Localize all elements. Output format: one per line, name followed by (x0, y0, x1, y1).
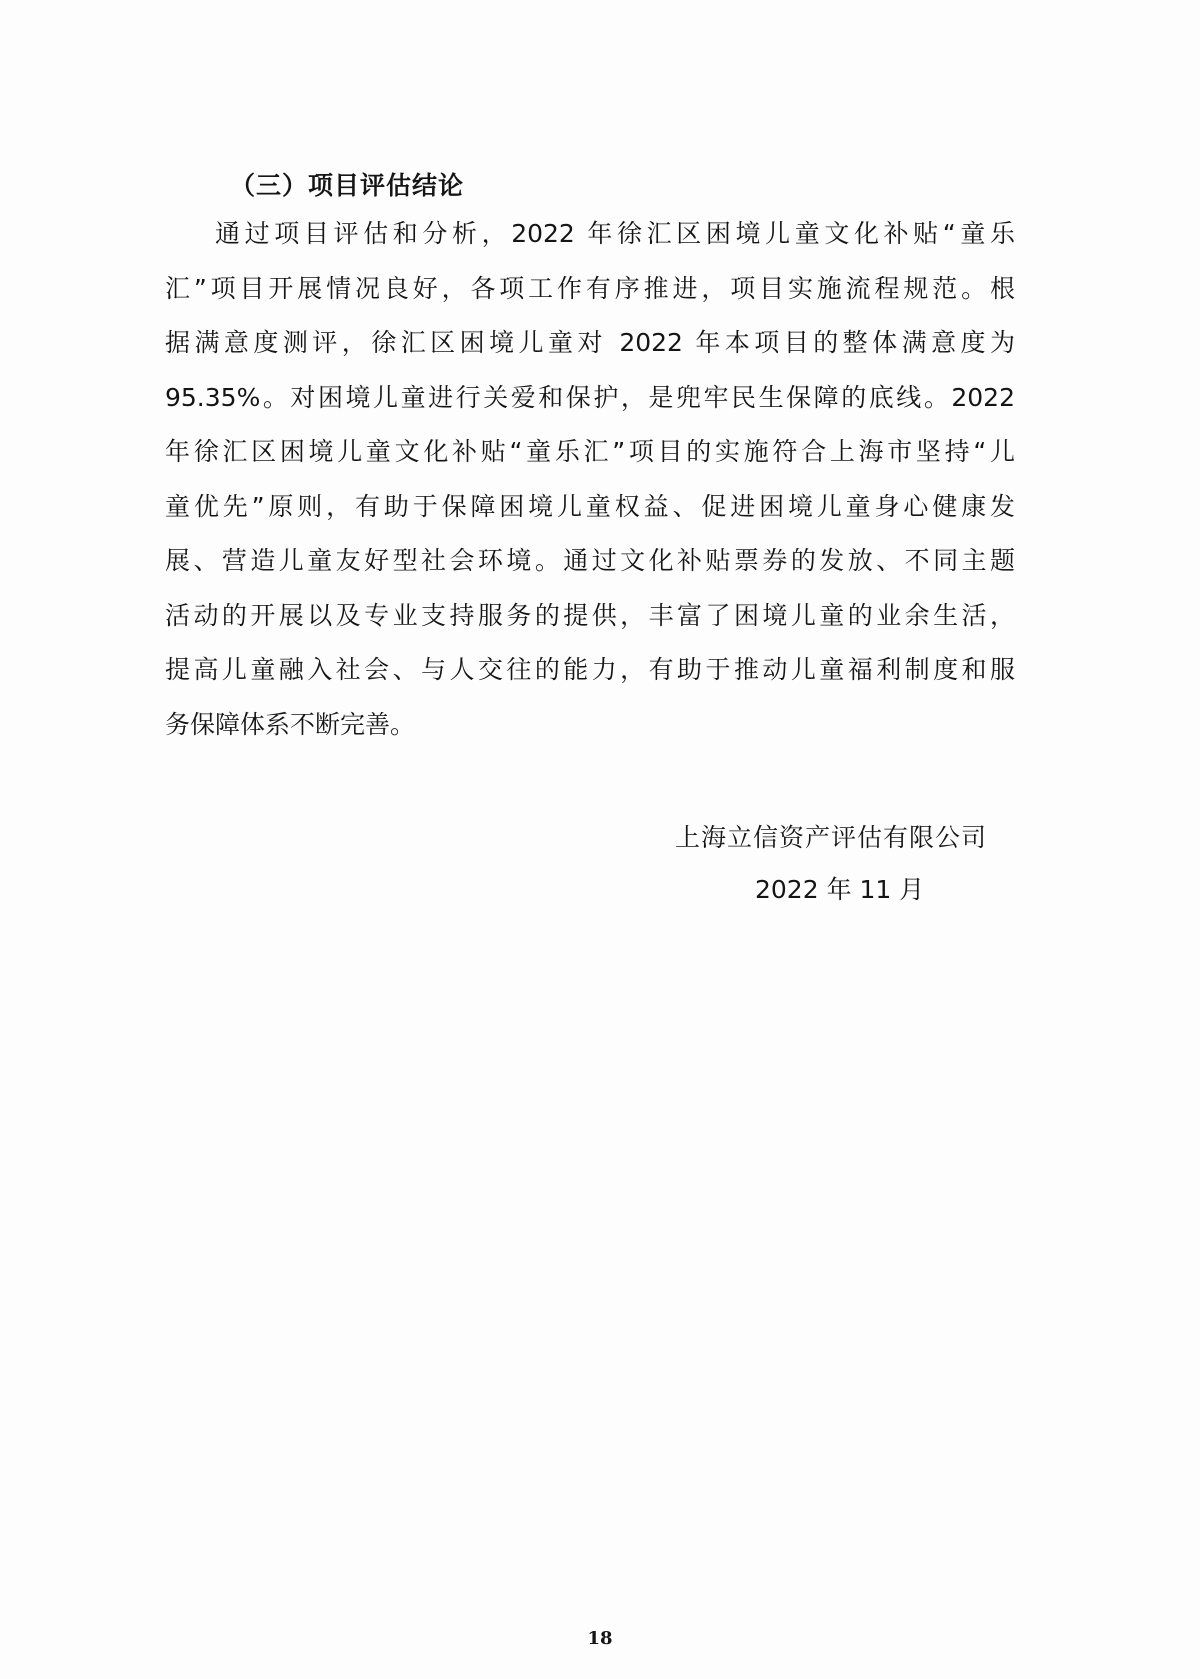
paragraph-line: 汇”项目开展情况良好，各项工作有序推进，项目实施流程规范。根 (165, 273, 1015, 303)
page-number: 18 (587, 1628, 613, 1649)
conclusion-paragraph (165, 207, 1015, 752)
section-heading: （三）项目评估结论 (230, 171, 465, 200)
paragraph-line: 年徐汇区困境儿童文化补贴“童乐汇”项目的实施符合上海市坚持“儿 (165, 437, 1015, 466)
paragraph-line: 务保障体系不断完善。 (165, 709, 416, 739)
signature-date: 2022 年 11 月 (755, 875, 925, 904)
paragraph-line: 童优先”原则，有助于保障困境儿童权益、促进困境儿童身心健康发 (165, 491, 1015, 521)
paragraph-line: 提高儿童融入社会、与人交往的能力，有助于推动儿童福利制度和服 (165, 655, 1015, 684)
paragraph-line: 展、营造儿童友好型社会环境。通过文化补贴票券的发放、不同主题 (165, 546, 1015, 575)
paragraph-line: 活动的开展以及专业支持服务的提供，丰富了困境儿童的业余生活， (165, 600, 1015, 630)
paragraph-line: 据满意度测评，徐汇区困境儿童对 2022 年本项目的整体满意度为 (165, 328, 1015, 357)
paragraph-line: 95.35%。对困境儿童进行关爱和保护，是兜牢民生保障的底线。2022 (165, 382, 1015, 412)
paragraph-line: 通过项目评估和分析，2022 年徐汇区困境儿童文化补贴“童乐 (215, 219, 1015, 248)
signature-company: 上海立信资产评估有限公司 (675, 823, 988, 852)
